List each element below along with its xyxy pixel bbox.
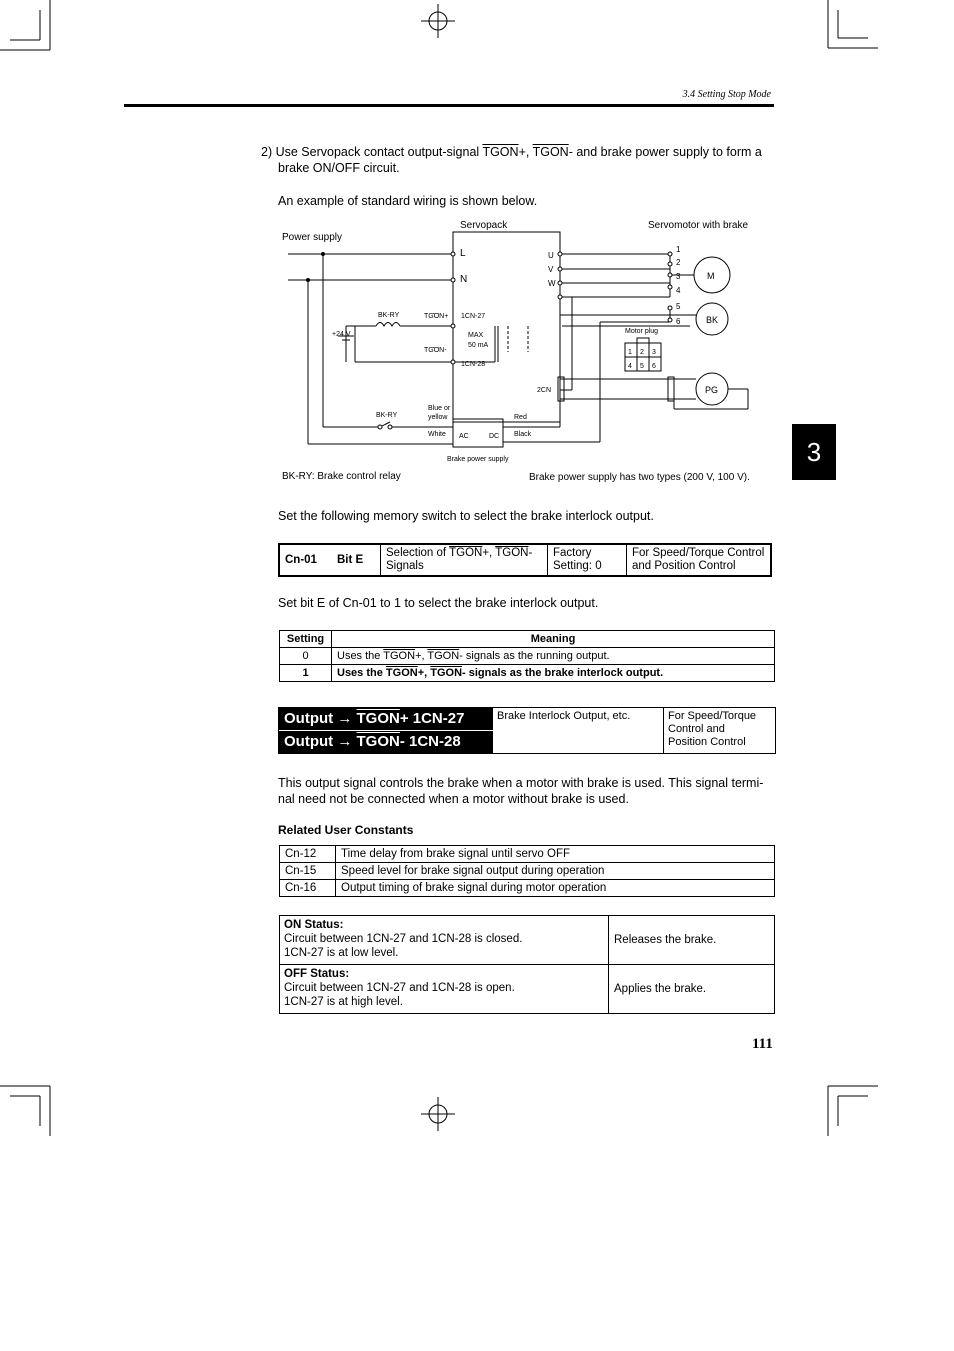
table-row: OFF Status: Circuit between 1CN-27 and 1CN-28 is open. 1CN-27 is at high level. Applies the brake. <box>280 965 775 1014</box>
svg-text:3: 3 <box>676 272 681 281</box>
signal-description: This output signal controls the brake when a motor with brake is used. This signal termi- nal need not be connected when a motor without brake is used. <box>278 776 764 806</box>
svg-text:W: W <box>548 279 556 288</box>
svg-text:50 mA: 50 mA <box>468 342 489 349</box>
svg-text:3: 3 <box>652 349 656 356</box>
svg-text:5: 5 <box>640 363 644 370</box>
svg-text:BK: BK <box>706 315 719 325</box>
intro-paragraph: 2) Use Servopack contact output-signal TGON+, TGON- and brake power supply to form a brake ON/OFF circuit. <box>261 145 762 175</box>
output-description: Brake Interlock Output, etc. <box>497 710 631 722</box>
bps-note: Brake power supply has two types (200 V, 100 V). <box>529 472 750 483</box>
table-row: Cn-15 Speed level for brake signal output during operation <box>280 863 775 880</box>
memory-switch-text: Set the following memory switch to select the brake interlock output. <box>278 509 654 523</box>
servopack-label: Servopack <box>460 220 508 231</box>
output-title-minus: Output → TGON- 1CN-28 <box>279 731 493 753</box>
output-mode: For Speed/Torque Control and Position Control <box>668 710 757 748</box>
svg-text:2CN: 2CN <box>537 387 552 394</box>
svg-text:1: 1 <box>676 245 681 254</box>
svg-text:TGON-: TGON- <box>424 347 447 354</box>
svg-text:L: L <box>460 248 466 259</box>
svg-text:DC: DC <box>489 433 500 440</box>
motor-plug-label: Motor plug <box>625 328 659 335</box>
header-rule <box>124 104 774 107</box>
related-constants-table <box>279 845 775 897</box>
power-supply-label: Power supply <box>282 232 343 243</box>
svg-text:6: 6 <box>652 363 656 370</box>
cn01-table: Cn-01 Bit E Selection of TGON+, TGON- Signals Factory Setting: 0 For Speed/Torque Control and Position Control <box>278 543 772 577</box>
servomotor-label: Servomotor with brake <box>648 220 749 231</box>
svg-text:4: 4 <box>676 286 681 295</box>
svg-text:Black: Black <box>514 431 532 438</box>
example-text: An example of standard wiring is shown below. <box>278 194 538 208</box>
svg-text:5: 5 <box>676 302 681 311</box>
svg-text:White: White <box>428 431 446 438</box>
svg-text:2: 2 <box>676 258 681 267</box>
svg-text:PG: PG <box>705 385 719 395</box>
chapter-tab: 3 <box>792 424 836 480</box>
table-row: Cn-16 Output timing of brake signal during motor operation <box>280 880 775 897</box>
svg-text:MAX: MAX <box>468 332 484 339</box>
svg-text:M: M <box>707 271 715 281</box>
svg-text:U: U <box>548 251 554 260</box>
svg-text:yellow: yellow <box>428 414 448 421</box>
related-heading: Related User Constants <box>278 823 414 837</box>
svg-text:N: N <box>460 274 468 285</box>
svg-text:BK-RY: BK-RY <box>376 412 398 419</box>
table-row: Cn-12 Time delay from brake signal until servo OFF <box>280 846 775 863</box>
svg-text:6: 6 <box>676 317 681 326</box>
page-number: 111 <box>752 1036 773 1052</box>
table-row: ON Status: Circuit between 1CN-27 and 1CN-28 is closed. 1CN-27 is at low level. Releases the brake. <box>280 916 775 965</box>
svg-text:4: 4 <box>628 363 632 370</box>
svg-text:1CN-27: 1CN-27 <box>461 313 486 320</box>
svg-text:BK-RY: BK-RY <box>378 312 400 319</box>
svg-text:Red: Red <box>514 414 527 421</box>
section-header: 3.4 Setting Stop Mode <box>682 89 771 100</box>
svg-text:2: 2 <box>640 349 644 356</box>
bkry-note: BK-RY: Brake control relay <box>282 471 401 482</box>
status-table <box>279 915 775 1014</box>
output-title-plus: Output → TGON+ 1CN-27 <box>279 708 493 730</box>
setting-table: Setting Meaning 0 Uses the TGON+, TGON- signals as the running output. 1 Uses the TGON+, TGON- signals as the brake interlock output. <box>279 630 775 682</box>
output-signal-box <box>278 707 776 754</box>
brake-power-supply-label: Brake power supply <box>447 456 509 463</box>
item-number: 2) <box>261 145 273 159</box>
svg-text:TGON+: TGON+ <box>424 313 449 320</box>
svg-text:1: 1 <box>628 349 632 356</box>
svg-text:1CN-28: 1CN-28 <box>461 361 486 368</box>
svg-text:AC: AC <box>459 433 469 440</box>
svg-text:Blue or: Blue or <box>428 405 451 412</box>
svg-text:V: V <box>548 265 554 274</box>
wiring-diagram <box>270 212 770 492</box>
set-bit-text: Set bit E of Cn-01 to 1 to select the brake interlock output. <box>278 596 599 610</box>
svg-text:+24 V: +24 V <box>332 331 351 338</box>
